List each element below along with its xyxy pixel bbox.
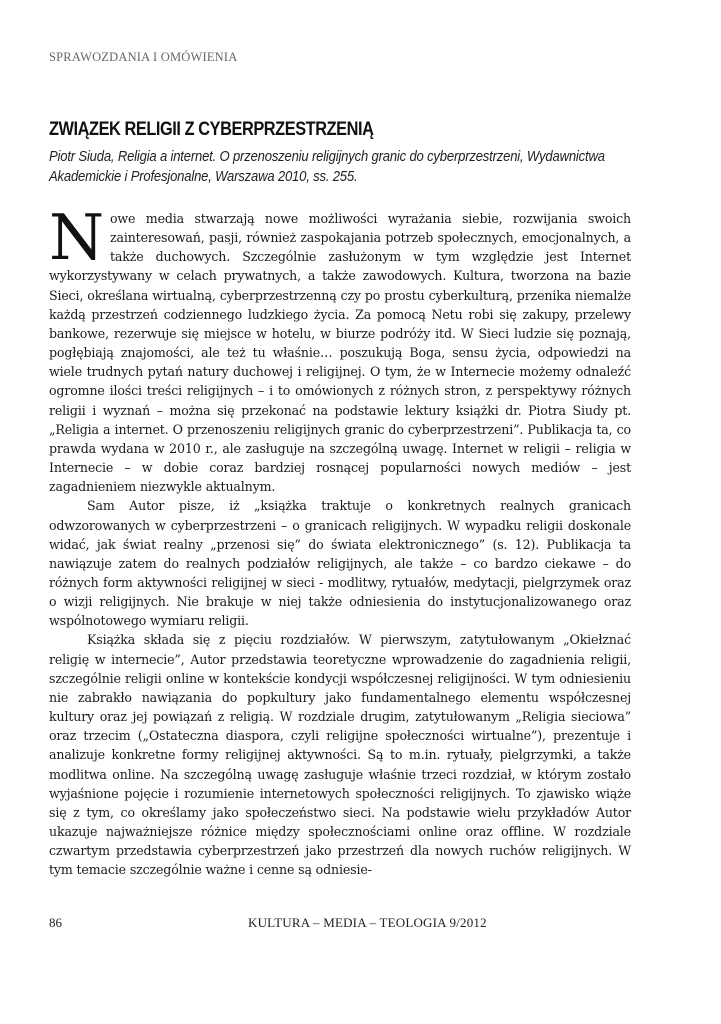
journal-footer: KULTURA – MEDIA – TEOLOGIA 9/2012	[248, 915, 487, 930]
paragraph-1-text: owe media stwarzają nowe możliwości wyrażania siebie, rozwijania swoich zainteresowań, pasji, również zaspokajania potrzeb społecznych, emocjonalnych, a także duchowych. Szczególnie zasłużonym w tym względzie jest Internet wykorzystywany w celach prywatnych, a także zawodowych. Kultura, tworzona na bazie Sieci, określana wirtualną, cyberprzestrzenną czy po prostu cyberkulturą, przenika niemalże każdą przestrzeń codziennego ludzkiego życia. Za pomocą Netu robi się zakupy, przelewy bankowe, rezerwuje się miejsce w hotelu, w biurze podróży itd. W Sieci ludzie się poznają, pogłębiają znajomości, ale też tu właśnie… poszukują Boga, sensu życia, odpowiedzi na wiele trudnych pytań natury duchowej i religijnej. O tym, że w Internecie możemy odnaleźć ogromne ilości treści religijnych – i to omówionych z różnych stron, z perspektywy różnych religii i wyznań – można się przekonać na podstawie lektury książki dr. Piotra Siudy pt. „Religia a internet. O przenoszeniu religijnych granic do cyberprzestrzeni”. Publikacja ta, co prawda wydana w 2010 r., ale zasługuje na szczególną uwagę. Internet w religii – religia w Internecie – w dobie coraz bardziej rosnącej popularności nowych mediów – jest zagadnieniem niezwykle aktualnym.	[49, 211, 631, 495]
paragraph-3: Książka składa się z pięciu rozdziałów. W pierwszym, zatytułowanym „Okiełznać religię w internecie”, Autor przedstawia teoretyczne wprowadzenie do zagadnienia religii, szczególnie religii online w kontekście kondycji współczesnej religijności. W tym odniesieniu nie zabrakło nawiązania do popkultury jako fundamentalnego elementu współczesnej kultury oraz jej powiązań z religią. W rozdziale drugim, zatytułowanym „Religia sieciowa” oraz trzecim („Ostateczna diaspora, czyli religijne społeczności wirtualne”), prezentuje i analizuje konkretne formy religijnej aktywności. Są to m.in. rytuały, pielgrzymki, a także modlitwa online. Na szczególną uwagę zasługuje właśnie trzeci rozdział, w którym zostało wyjaśnione pojęcie i rozumienie internetowych społeczności religijnych. To zjawisko wiąże się z tym, co określamy jako społeczeństwo sieci. Na podstawie wielu przykładów Autor ukazuje najważniejsze różnice między społecznościami online oraz offline. W rozdziale czwartym przedstawia cyberprzestrzeń jako przestrzeń dla nowych ruchów religijnych. W tym temacie szczególnie ważne i cenne są odniesie-	[49, 632, 631, 878]
article-body	[49, 201, 631, 879]
running-header: SPRAWOZDANIA I OMÓWIENIA	[49, 50, 238, 64]
article-title: ZWIĄZEK RELIGII Z CYBERPRZESTRZENIĄ	[49, 119, 374, 140]
paragraph-2: Sam Autor pisze, iż „książka traktuje o konkretnych realnych granicach odwzorowanych w cyberprzestrzeni – o granicach religijnych. W wypadku religii doskonale widać, jak świat realny „przenosi się” do świata elektronicznego” (s. 12). Publikacja ta nawiązuje zatem do realnych podziałów religijnych, ale także – co bardzo ciekawe – do różnych form aktywności religijnej w sieci - modlitwy, rytuałów, medytacji, pielgrzymek oraz o wizji religijnych. Nie brakuje w niej także odniesienia do instytucjonalizowanego oraz wspólnotowego wymiaru religii.	[49, 498, 631, 629]
page-number: 86	[49, 915, 62, 930]
drop-cap: N	[49, 201, 104, 274]
paragraph-1	[49, 201, 631, 496]
book-reference: Piotr Siuda, Religia a internet. O przenoszeniu religijnych granic do cyberprzestrzeni, Wydawnictwa Akademickie i Profesjonalne, Warszawa 2010, ss. 255.	[49, 148, 605, 185]
